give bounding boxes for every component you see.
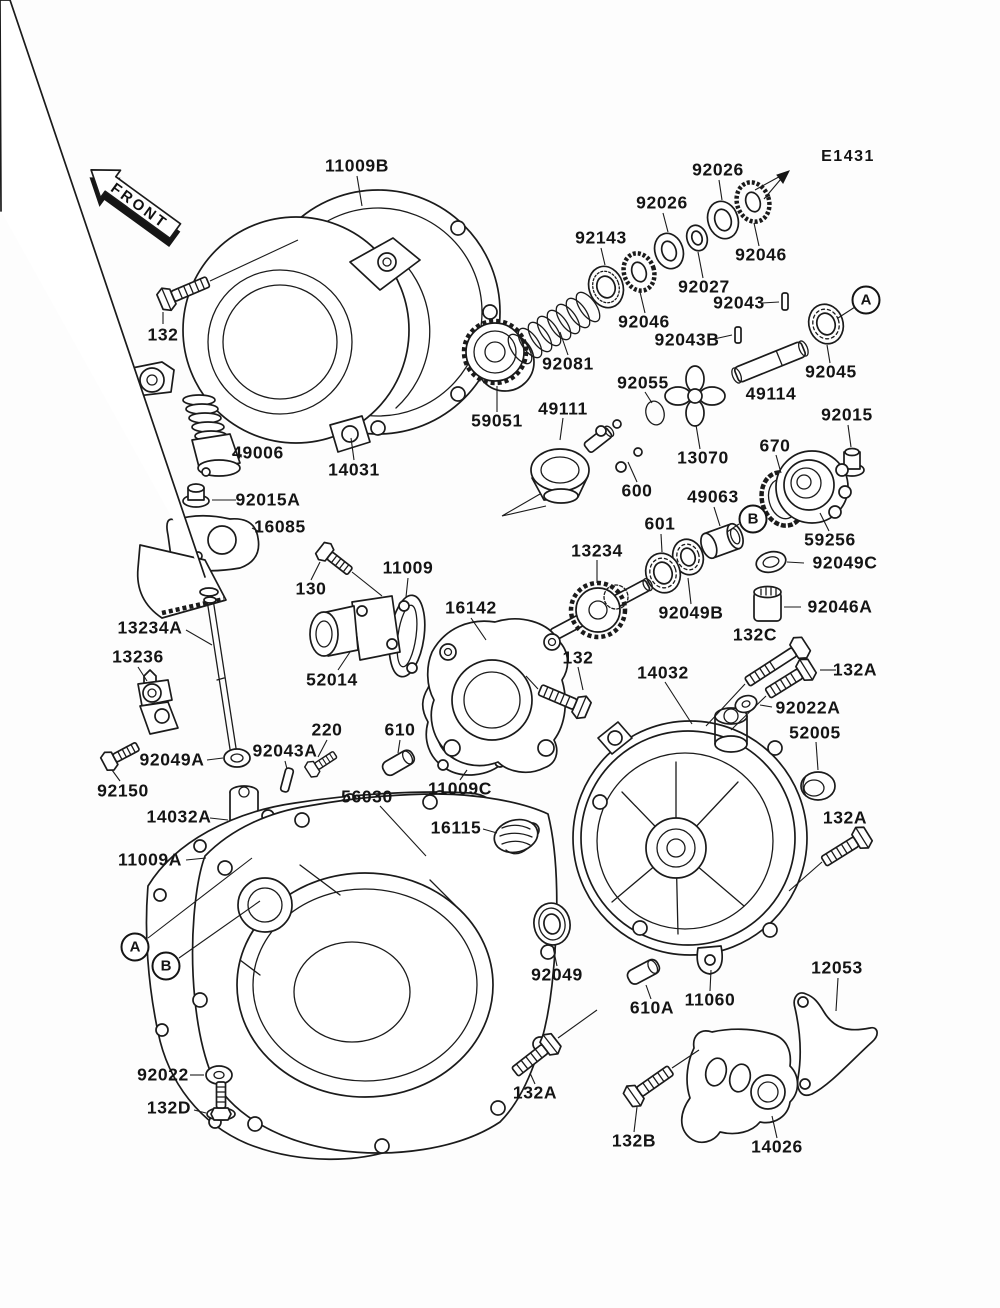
part-label-11009A: 11009A <box>118 849 182 870</box>
shaft-49114 <box>730 340 810 385</box>
part-label-92022A: 92022A <box>775 697 841 718</box>
pump-body-59256 <box>776 451 851 523</box>
part-label-11009C: 11009C <box>428 778 492 799</box>
collar-49063 <box>698 522 746 561</box>
part-label-220: 220 <box>311 719 343 740</box>
part-label-16085: 16085 <box>254 516 306 537</box>
part-label-92043: 92043 <box>713 292 765 313</box>
part-label-92045: 92045 <box>805 361 857 382</box>
part-label-600: 600 <box>621 480 653 501</box>
part-label-92027: 92027 <box>678 276 730 297</box>
part-label-132D: 132D <box>146 1097 192 1118</box>
part-label-16115: 16115 <box>430 817 482 838</box>
part-label-14032A: 14032A <box>146 806 212 827</box>
part-label-132A-1: 132A <box>832 659 878 680</box>
balls-600 <box>596 420 642 472</box>
part-label-14032: 14032 <box>637 662 689 683</box>
part-label-12053: 12053 <box>811 957 863 978</box>
part-label-92043A: 92043A <box>252 740 318 761</box>
bearing-92045 <box>804 300 849 349</box>
part-label-14031: 14031 <box>328 459 380 480</box>
bolt-132B <box>621 1060 677 1109</box>
ref-mark-b-bottom: B <box>152 952 181 981</box>
dowel-610A <box>625 957 661 986</box>
part-label-132-2: 132 <box>562 647 594 668</box>
part-label-132C: 132C <box>732 624 778 645</box>
guard-14026 <box>682 1029 798 1142</box>
part-label-92046-2: 92046 <box>618 311 670 332</box>
part-label-132B: 132B <box>611 1130 657 1151</box>
seal-92049C <box>754 549 788 576</box>
part-label-14026: 14026 <box>751 1136 803 1157</box>
part-label-670: 670 <box>759 435 791 456</box>
part-label-13234A: 13234A <box>117 617 183 638</box>
part-label-59051: 59051 <box>471 410 523 431</box>
plug-52005 <box>801 772 835 800</box>
part-label-132A-3: 132A <box>512 1082 558 1103</box>
part-label-49111: 49111 <box>538 398 588 419</box>
ref-mark-a-bottom: A <box>121 933 150 962</box>
washer-92026-left <box>650 230 688 273</box>
part-label-59256: 59256 <box>804 529 856 550</box>
part-label-92026-2: 92026 <box>636 192 688 213</box>
front-arrow <box>77 156 188 253</box>
lever-13236 <box>138 670 178 734</box>
washer-92026-right <box>703 197 743 242</box>
part-label-92143: 92143 <box>575 227 627 248</box>
part-label-49006: 49006 <box>232 442 284 463</box>
cover-14032 <box>581 708 795 945</box>
grommet-92049A <box>224 749 250 767</box>
part-label-92046A: 92046A <box>807 596 873 617</box>
part-label-130: 130 <box>295 578 327 599</box>
pin-92043A <box>280 767 294 792</box>
ref-mark-a-top: A <box>852 286 881 315</box>
pin-92043B <box>735 327 741 343</box>
washer-92027 <box>683 223 710 254</box>
part-label-92043B: 92043B <box>654 329 720 350</box>
part-label-56030: 56030 <box>341 786 393 807</box>
bolt-92150 <box>99 737 142 772</box>
part-label-11060: 11060 <box>684 989 736 1010</box>
part-label-92150: 92150 <box>97 780 149 801</box>
bolt-132A-right <box>818 824 875 872</box>
bushing-92046A <box>754 587 781 622</box>
part-label-92015A: 92015A <box>235 489 301 510</box>
part-label-132A-2: 132A <box>822 807 868 828</box>
oring-92055 <box>643 399 667 427</box>
part-label-49063: 49063 <box>687 486 739 507</box>
part-label-49114: 49114 <box>745 383 797 404</box>
part-label-92049A: 92049A <box>139 749 205 770</box>
part-label-11009B: 11009B <box>325 155 389 176</box>
part-label-132: 132 <box>147 324 179 345</box>
nut-92015A <box>183 484 209 507</box>
part-label-52014: 52014 <box>306 669 358 690</box>
part-label-601: 601 <box>644 513 676 534</box>
part-label-13236: 13236 <box>112 646 164 667</box>
plate-16085 <box>138 516 259 618</box>
coupling-13070 <box>665 366 725 426</box>
diagram-code: E1431 <box>821 148 875 165</box>
bolt-130 <box>314 540 356 579</box>
part-label-92022: 92022 <box>137 1064 189 1085</box>
part-label-52005: 52005 <box>789 722 841 743</box>
part-label-11009: 11009 <box>382 557 434 578</box>
front-arrow-label: FRONT <box>107 179 172 233</box>
part-label-92015: 92015 <box>821 404 873 425</box>
part-label-92049C: 92049C <box>812 552 878 573</box>
part-label-92046-1: 92046 <box>735 244 787 265</box>
part-label-92081: 92081 <box>542 353 594 374</box>
part-label-13070: 13070 <box>677 447 729 468</box>
part-label-92026-1: 92026 <box>692 159 744 180</box>
washer-92046-left <box>619 249 659 294</box>
part-label-92055: 92055 <box>617 372 669 393</box>
part-label-92049: 92049 <box>531 964 583 985</box>
part-label-13234: 13234 <box>571 540 623 561</box>
part-label-610: 610 <box>384 719 416 740</box>
part-label-16142: 16142 <box>445 597 497 618</box>
shaft-49111 <box>502 424 615 516</box>
pin-92043 <box>782 293 788 310</box>
ref-mark-b-mid: B <box>739 505 768 534</box>
part-label-92049B: 92049B <box>658 602 724 623</box>
part-label-610A: 610A <box>629 997 675 1018</box>
fitting-52014 <box>310 596 400 660</box>
